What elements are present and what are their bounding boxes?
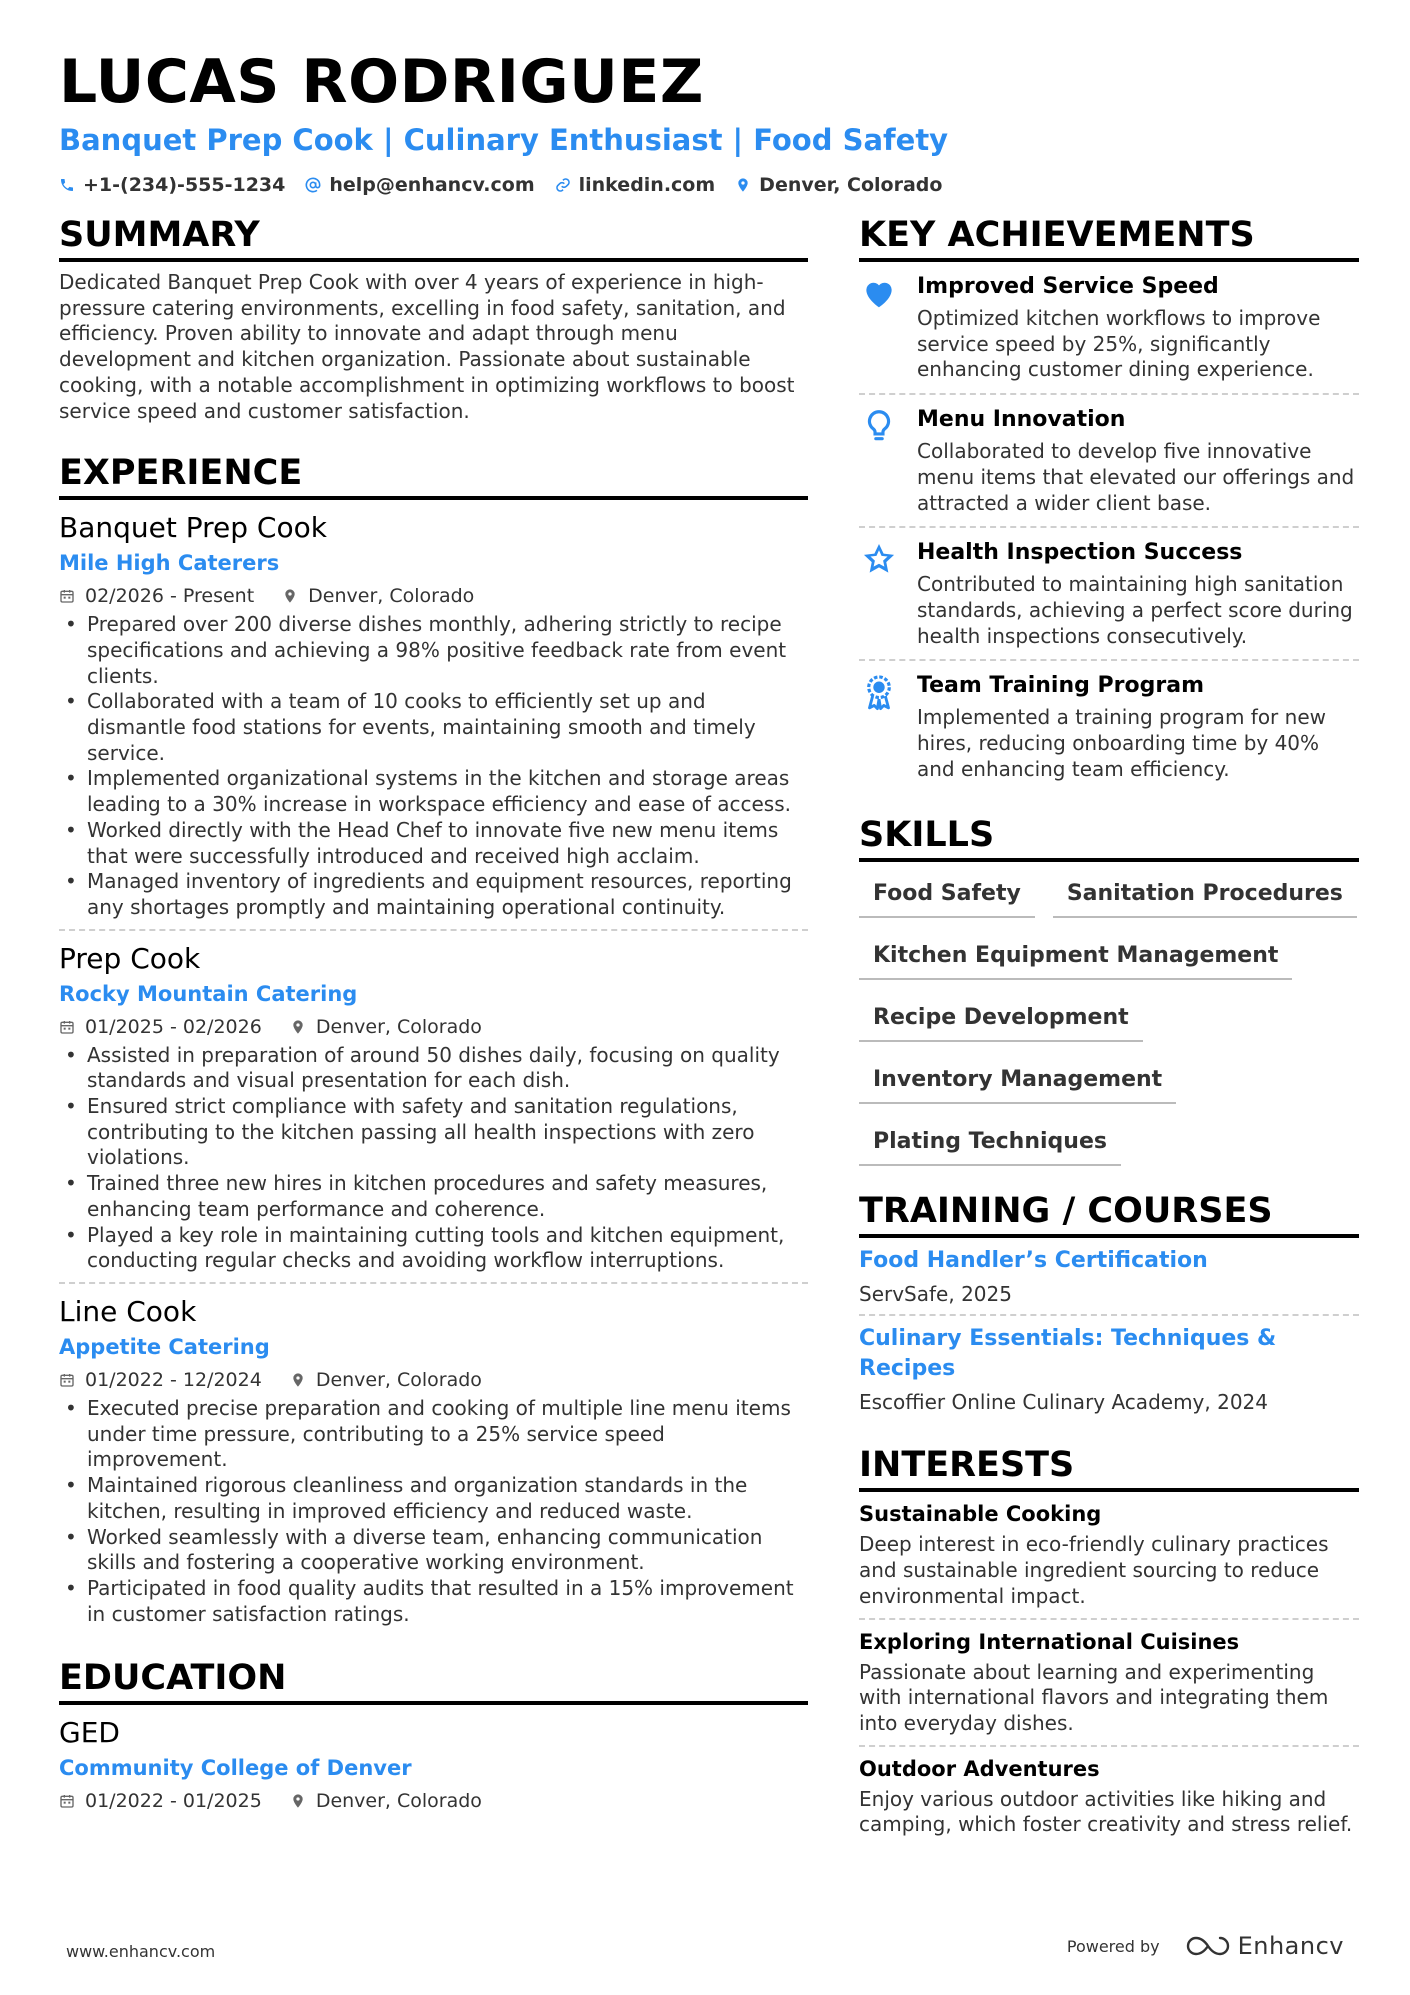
achievement-icon-wrap (859, 272, 899, 383)
skill-tag: Food Safety (859, 874, 1035, 918)
job-bullet: • Worked seamlessly with a diverse team, enhancing communication skills and fostering a cooperative working environment. (59, 1525, 808, 1576)
achievement-title: Menu Innovation (917, 407, 1126, 433)
achievement-desc: Optimized kitchen workflows to improve service speed by 25%, significantly enhancing customer dining experience. (917, 306, 1321, 382)
contact-location (735, 174, 942, 196)
at-sign-icon (305, 177, 321, 193)
job-bullet: • Played a key role in maintaining cutting tools and kitchen equipment, conducting regular checks and avoiding workflow interruptions. (59, 1223, 808, 1274)
left-column (59, 214, 808, 1821)
course-item (859, 1316, 1359, 1422)
map-pin-icon (290, 1019, 306, 1035)
job-bullet: • Ensured strict compliance with safety and sanitation regulations, contributing to the kitchen passing all health inspections with zero violations. (59, 1094, 808, 1171)
job-meta (59, 1015, 808, 1039)
job-bullet: • Trained three new hires in kitchen procedures and safety measures, enhancing team performance and coherence. (59, 1171, 808, 1222)
job-title: Banquet Prep Cook (59, 511, 327, 545)
job-bullets (59, 1043, 808, 1274)
email-text: help@enhancv.com (329, 174, 535, 196)
map-pin-icon (282, 588, 298, 604)
candidate-headline: Banquet Prep Cook | Culinary Enthusiast | Food Safety (59, 123, 949, 157)
interest-title: Sustainable Cooking (859, 1502, 1102, 1527)
school-name: Community College of Denver (59, 1756, 412, 1781)
job-dates-text: 01/2022 - 12/2024 (85, 1368, 262, 1391)
calendar-icon (59, 588, 75, 604)
achievement-icon-wrap (859, 671, 899, 782)
education-heading: EDUCATION (59, 1657, 808, 1705)
achievement-item (859, 661, 1359, 792)
map-pin-icon (290, 1372, 306, 1388)
achievement-desc: Contributed to maintaining high sanitation standards, achieving a perfect score during health inspections consecutively. (917, 572, 1353, 648)
achievement-title: Improved Service Speed (917, 274, 1219, 299)
lightbulb-icon (860, 407, 898, 445)
calendar-icon (59, 1372, 75, 1388)
company-name: Appetite Catering (59, 1334, 270, 1359)
job-dates (59, 584, 254, 608)
star-icon (860, 540, 898, 578)
phone-icon (59, 177, 75, 193)
linkedin-text: linkedin.com (578, 174, 716, 196)
training-section (859, 1190, 1359, 1422)
job-location (282, 584, 474, 608)
education-entry (59, 1705, 808, 1821)
contact-bar (59, 174, 1351, 196)
achievement-icon-wrap (859, 538, 899, 649)
calendar-icon (59, 1793, 75, 1809)
job-bullets (59, 1396, 808, 1627)
skill-tag: Recipe Development (859, 998, 1143, 1042)
powered-by-label: Powered by (1066, 1936, 1160, 1956)
interest-item (859, 1620, 1359, 1747)
skills-heading: SKILLS (859, 814, 1359, 862)
job-dates (59, 1368, 262, 1392)
education-dates (59, 1789, 262, 1813)
achievement-body (917, 405, 1359, 516)
map-pin-icon (735, 177, 751, 193)
job-entry (59, 931, 808, 1284)
skills-list (859, 874, 1359, 1166)
skills-section (859, 814, 1359, 1166)
award-ribbon-icon (860, 673, 898, 711)
contact-phone[interactable] (59, 174, 285, 196)
job-dates-text: 02/2026 - Present (85, 585, 255, 608)
job-bullet: • Maintained rigorous cleanliness and organization standards in the kitchen, resulting in improved efficiency and reduced waste. (59, 1473, 808, 1524)
footer-website[interactable]: www.enhancv.com (66, 1942, 216, 1961)
company-name: Mile High Caterers (59, 551, 280, 576)
job-dates (59, 1015, 262, 1039)
interest-desc: Passionate about learning and experimenting with international flavors and integrating them into everyday dishes. (859, 1659, 1329, 1735)
job-bullet: • Prepared over 200 diverse dishes monthly, adhering strictly to recipe specifications and achieving a 98% positive feedback rate from event clients. (59, 612, 808, 689)
achievement-body (917, 538, 1359, 649)
achievement-body (917, 671, 1359, 782)
training-heading: TRAINING / COURSES (859, 1190, 1359, 1238)
enhancv-logo[interactable] (1186, 1932, 1344, 1960)
job-entry (59, 500, 808, 930)
job-bullet: • Collaborated with a team of 10 cooks to efficiently set up and dismantle food stations for events, maintaining smooth and timely service. (59, 689, 808, 766)
skill-tag: Plating Techniques (859, 1122, 1121, 1166)
job-title: Line Cook (59, 1294, 197, 1328)
summary-text: Dedicated Banquet Prep Cook with over 4 years of experience in high-pressure catering environments, excelling in food safety, sanitation, and efficiency. Proven ability to innovate and adapt through menu development and kitchen organization. Passionate about sustainable cooking, with a notable accomplishment in optimizing workflows to boost service speed and customer satisfaction. (59, 270, 795, 423)
interests-heading: INTERESTS (859, 1444, 1359, 1492)
job-entry (59, 1284, 808, 1635)
job-meta (59, 1368, 808, 1392)
interest-item (859, 1747, 1359, 1846)
footer-branding (1067, 1932, 1344, 1960)
location-text: Denver, Colorado (759, 174, 943, 196)
experience-heading: EXPERIENCE (59, 452, 808, 500)
interest-title: Exploring International Cuisines (859, 1629, 1240, 1654)
job-bullet: • Executed precise preparation and cooking of multiple line menu items under time pressure, contributing to a 25% service speed improvement. (59, 1396, 808, 1473)
brand-name: Enhancv (1237, 1932, 1344, 1960)
interest-desc: Enjoy various outdoor activities like hiking and camping, which foster creativity and stress relief. (859, 1786, 1353, 1837)
job-location-text: Denver, Colorado (315, 1015, 482, 1038)
interest-title: Outdoor Adventures (859, 1756, 1100, 1781)
contact-email[interactable] (305, 174, 534, 196)
achievement-title: Health Inspection Success (917, 540, 1243, 566)
job-location-text: Denver, Colorado (308, 585, 475, 608)
achievement-body (917, 272, 1359, 383)
job-meta (59, 584, 808, 608)
job-bullet: • Worked directly with the Head Chef to innovate five new menu items that were successfully introduced and received high acclaim. (59, 818, 808, 869)
degree-title: GED (59, 1716, 120, 1750)
achievements-heading: KEY ACHIEVEMENTS (859, 214, 1359, 262)
candidate-name: LUCAS RODRIGUEZ (59, 47, 704, 117)
map-pin-icon (290, 1793, 306, 1809)
job-title: Prep Cook (59, 941, 201, 975)
job-dates-text: 01/2025 - 02/2026 (85, 1015, 262, 1038)
infinity-logo-icon (1186, 1934, 1230, 1958)
heart-icon (860, 274, 898, 312)
achievement-item (859, 395, 1359, 528)
interests-section (859, 1444, 1359, 1846)
achievement-desc: Collaborated to develop five innovative menu items that elevated our offerings and attracted a wider client base. (917, 439, 1355, 515)
resume-header (59, 46, 1351, 196)
achievement-desc: Implemented a training program for new hires, reducing onboarding time by 40% and enhancing team efficiency. (917, 705, 1326, 781)
job-location-text: Denver, Colorado (315, 1368, 482, 1391)
skill-tag: Inventory Management (859, 1060, 1176, 1104)
education-meta (59, 1789, 808, 1813)
achievement-title: Team Training Program (917, 673, 1204, 699)
job-bullet: • Participated in food quality audits that resulted in a 15% improvement in customer satisfaction ratings. (59, 1576, 808, 1627)
course-provider: Escoffier Online Culinary Academy, 2024 (859, 1390, 1268, 1415)
summary-heading: SUMMARY (59, 214, 808, 262)
job-bullet: • Assisted in preparation of around 50 dishes daily, focusing on quality standards and visual presentation for each dish. (59, 1043, 808, 1094)
course-title: Food Handler’s Certification (859, 1248, 1208, 1274)
job-bullet: • Managed inventory of ingredients and equipment resources, reporting any shortages promptly and maintaining operational continuity. (59, 869, 808, 920)
job-bullet: • Implemented organizational systems in the kitchen and storage areas leading to a 30% increase in workspace efficiency and ease of access. (59, 766, 808, 817)
job-bullets (59, 612, 808, 920)
company-name: Rocky Mountain Catering (59, 981, 358, 1006)
achievement-icon-wrap (859, 405, 899, 516)
job-location (290, 1368, 482, 1392)
calendar-icon (59, 1019, 75, 1035)
course-provider: ServSafe, 2025 (859, 1282, 1012, 1307)
right-column (859, 214, 1359, 1846)
education-location-text: Denver, Colorado (315, 1790, 482, 1813)
achievement-item (859, 262, 1359, 395)
skill-tag: Sanitation Procedures (1053, 874, 1357, 918)
summary-section (59, 214, 808, 424)
contact-linkedin[interactable] (555, 174, 716, 196)
interest-desc: Deep interest in eco-friendly culinary practices and sustainable ingredient sourcing to reduce environmental impact. (859, 1532, 1329, 1608)
achievement-item (859, 528, 1359, 661)
experience-section (59, 452, 808, 1635)
course-item (859, 1238, 1359, 1316)
job-location (290, 1015, 482, 1039)
achievements-section (859, 214, 1359, 792)
education-location (290, 1789, 482, 1813)
course-title: Culinary Essentials: Techniques & Recipes (859, 1326, 1277, 1382)
phone-text: +1-(234)-555-1234 (83, 174, 286, 196)
link-icon (555, 177, 571, 193)
skill-tag: Kitchen Equipment Management (859, 936, 1292, 980)
education-dates-text: 01/2022 - 01/2025 (85, 1790, 262, 1813)
interest-item (859, 1492, 1359, 1619)
education-section (59, 1657, 808, 1821)
